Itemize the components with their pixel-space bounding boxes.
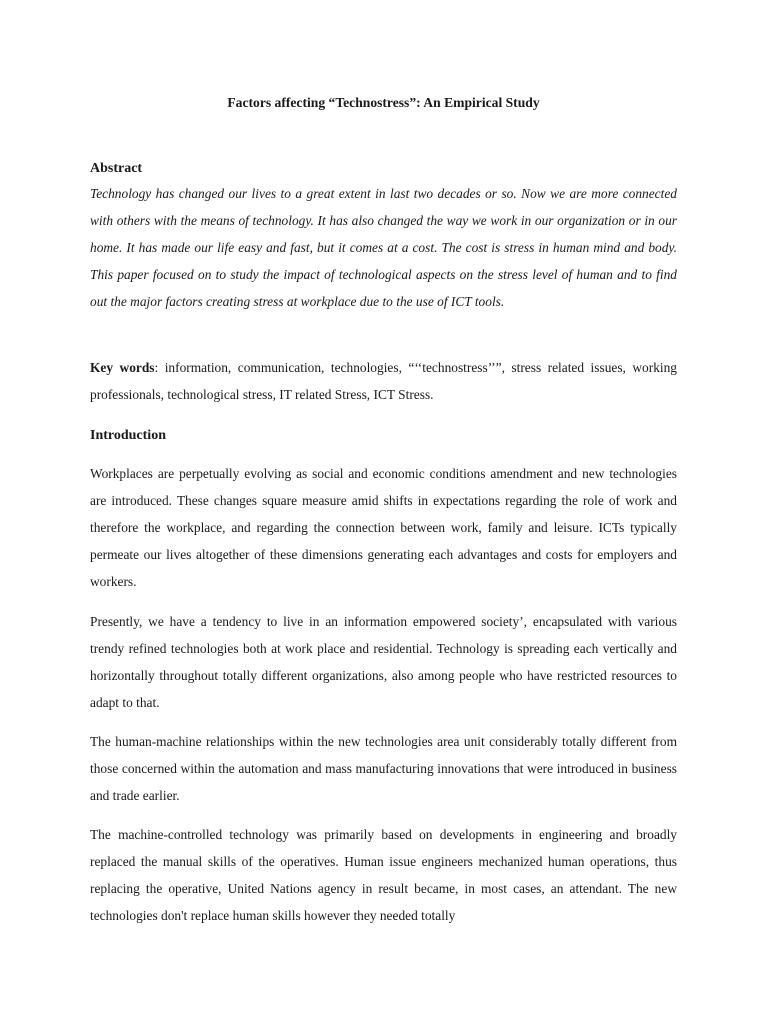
intro-paragraph-2: Presently, we have a tendency to live in an information empowered society’, encapsulated with various trendy refined technologies both at work place and residential. Technology is spreading each vertically and horizontally throughout totally different organizations, also among people who have restricted resources to adapt to that. [90, 614, 677, 710]
abstract-heading: Abstract [90, 161, 143, 176]
intro-paragraph-3: The human-machine relationships within the new technologies area unit considerably totally different from those concerned within the automation and mass manufacturing innovations that were introduced in business and trade earlier. [90, 734, 677, 803]
document-title: Factors affecting “Technostress”: An Empirical Study [227, 95, 540, 110]
intro-paragraph-1: Workplaces are perpetually evolving as social and economic conditions amendment and new technologies are introduced. These changes square measure amid shifts in expectations regarding the role of work and therefore the workplace, and regarding the connection between work, family and leisure. ICTs typically permeate our lives altogether of these dimensions generating each advantages and costs for employers and workers. [90, 466, 677, 589]
abstract-text: Technology has changed our lives to a great extent in last two decades or so. Now we are more connected with others with the means of technology. It has also changed the way we work in our organization or in our home. It has made our life easy and fast, but it comes at a cost. The cost is stress in human mind and body. This paper focused on to study the impact of technological aspects on the stress level of human and to find out the major factors creating stress at workplace due to the use of ICT tools. [90, 186, 677, 309]
keywords-text: : information, communication, technologies, “‘‘technostress’’”, stress related issues, working professionals, technological stress, IT related Stress, ICT Stress. [90, 360, 677, 402]
intro-paragraph-4: The machine-controlled technology was primarily based on developments in engineering and broadly replaced the manual skills of the operatives. Human issue engineers mechanized human operations, thus replacing the operative, United Nations agency in result became, in most cases, an attendant. The new technologies don't replace human skills however they needed totally [90, 827, 677, 923]
introduction-heading: Introduction [90, 428, 166, 443]
document-page [90, 0, 677, 1024]
keywords-label: Key words [90, 360, 155, 375]
keywords-paragraph [90, 354, 677, 408]
